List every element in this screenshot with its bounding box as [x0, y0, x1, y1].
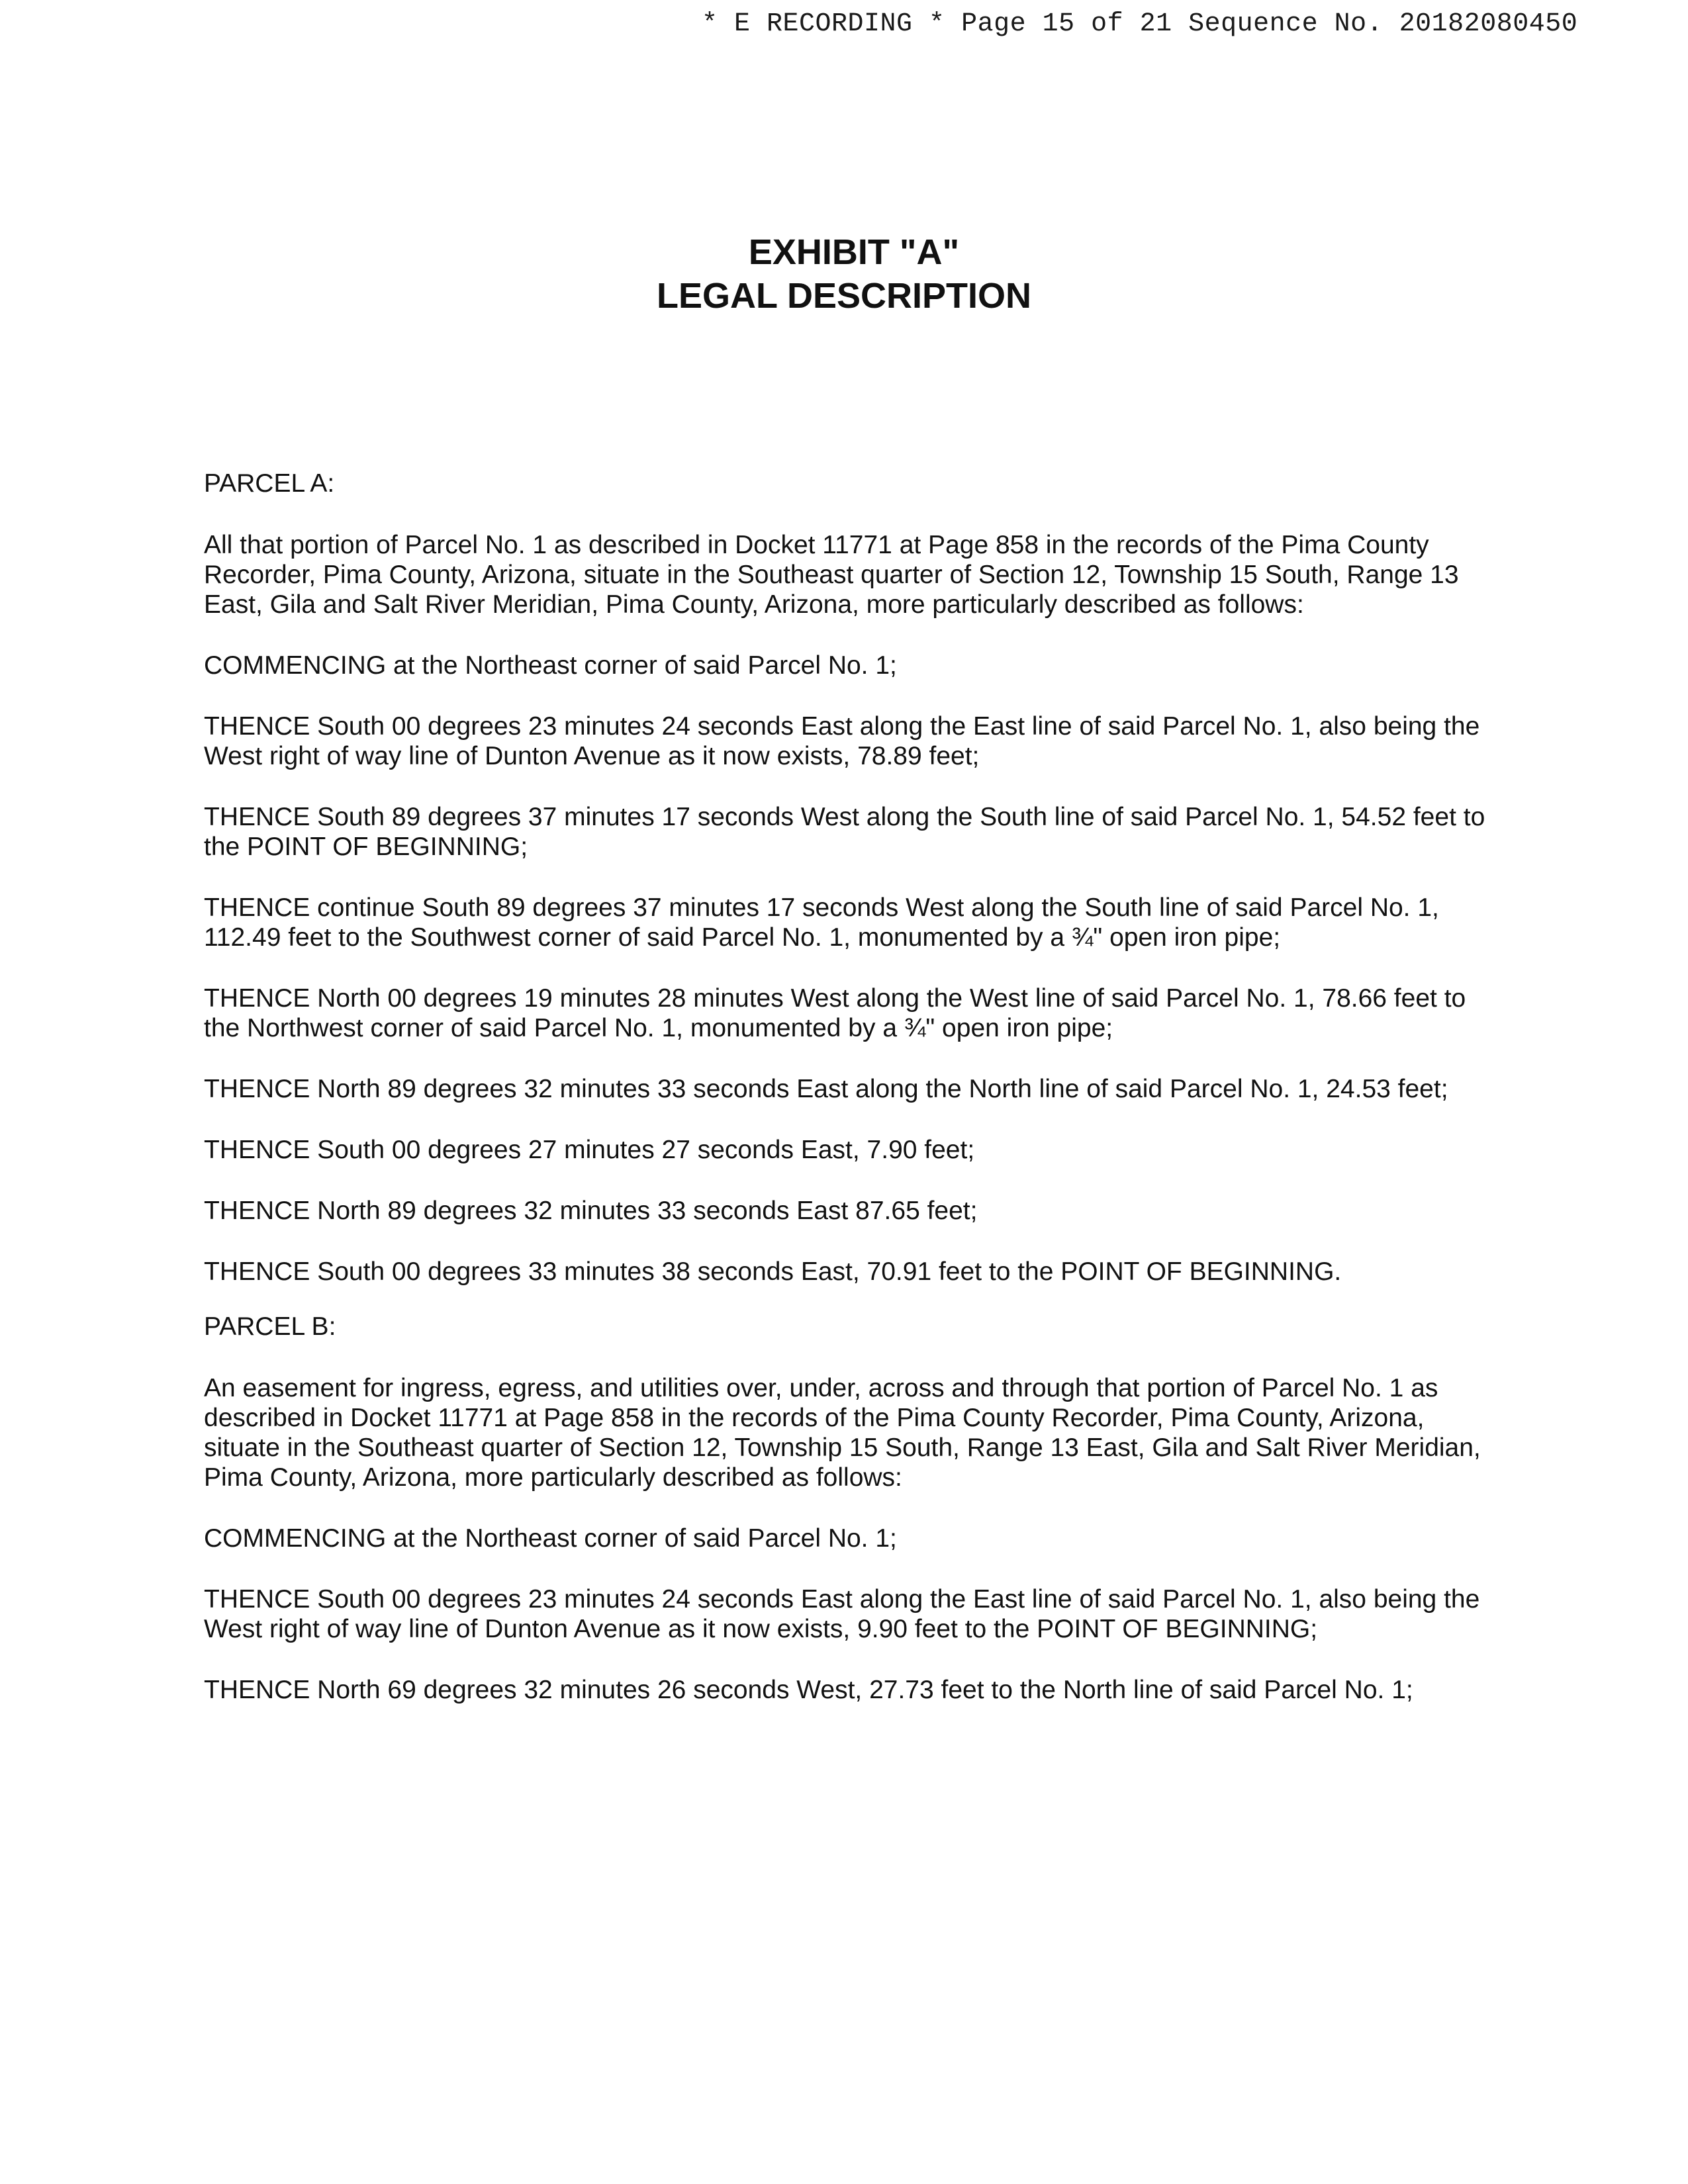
parcel-a-intro: All that portion of Parcel No. 1 as described in Docket 11771 at Page 858 in the records of the Pima County Recorder, Pima County, Arizona, situate in the Southeast quarter of Section 12, Township 15 South, Range 13 East, Gila and Salt River Meridian, Pima County, Arizona, more particularly described as follows:	[204, 531, 1459, 619]
parcel-b-label: PARCEL B:	[204, 1312, 336, 1341]
parcel-b-commencing: COMMENCING at the Northeast corner of said Parcel No. 1;	[204, 1524, 897, 1553]
parcel-a-course: THENCE North 89 degrees 32 minutes 33 seconds East along the North line of said Parcel No. 1, 24.53 feet;	[204, 1075, 1448, 1103]
parcel-a-course: THENCE continue South 89 degrees 37 minutes 17 seconds West along the South line of said Parcel No. 1, 112.49 feet to the Southwest corner of said Parcel No. 1, monumented by a ¾" open iron pipe;	[204, 893, 1439, 952]
parcel-b-course: THENCE North 69 degrees 32 minutes 26 seconds West, 27.73 feet to the North line of said Parcel No. 1;	[204, 1676, 1413, 1704]
parcel-a-commencing: COMMENCING at the Northeast corner of said Parcel No. 1;	[204, 651, 897, 680]
parcel-a-course: THENCE South 00 degrees 33 minutes 38 seconds East, 70.91 feet to the POINT OF BEGINNING.	[204, 1257, 1342, 1286]
legal-description-heading: LEGAL DESCRIPTION	[656, 276, 1032, 316]
exhibit-title	[0, 230, 1688, 318]
parcel-b-course: THENCE South 00 degrees 23 minutes 24 seconds East along the East line of said Parcel No. 1, also being the West right of way line of Dunton Avenue as it now exists, 9.90 feet to the POINT OF BEGINNING;	[204, 1585, 1480, 1643]
document-body	[204, 469, 1495, 1736]
parcel-a-course: THENCE South 00 degrees 27 minutes 27 seconds East, 7.90 feet;	[204, 1136, 975, 1164]
exhibit-heading: EXHIBIT "A"	[748, 232, 960, 272]
parcel-a-course: THENCE North 89 degrees 32 minutes 33 seconds East 87.65 feet;	[204, 1197, 978, 1225]
parcel-a-course: THENCE South 89 degrees 37 minutes 17 seconds West along the South line of said Parcel No. 1, 54.52 feet to the POINT OF BEGINNING;	[204, 803, 1485, 861]
parcel-b-intro: An easement for ingress, egress, and utilities over, under, across and through that portion of Parcel No. 1 as described in Docket 11771 at Page 858 in the records of the Pima County Recorder, Pima County, Arizona, situate in the Southeast quarter of Section 12, Township 15 South, Range 13 East, Gila and Salt River Meridian, Pima County, Arizona, more particularly described as follows:	[204, 1374, 1481, 1492]
recording-header: * E RECORDING * Page 15 of 21 Sequence No. 20182080450	[702, 9, 1578, 39]
parcel-a-label: PARCEL A:	[204, 469, 335, 498]
parcel-a-course: THENCE North 00 degrees 19 minutes 28 minutes West along the West line of said Parcel No. 1, 78.66 feet to the Northwest corner of said Parcel No. 1, monumented by a ¾" open iron pipe;	[204, 984, 1466, 1042]
parcel-a-course: THENCE South 00 degrees 23 minutes 24 seconds East along the East line of said Parcel No. 1, also being the West right of way line of Dunton Avenue as it now exists, 78.89 feet;	[204, 712, 1480, 770]
